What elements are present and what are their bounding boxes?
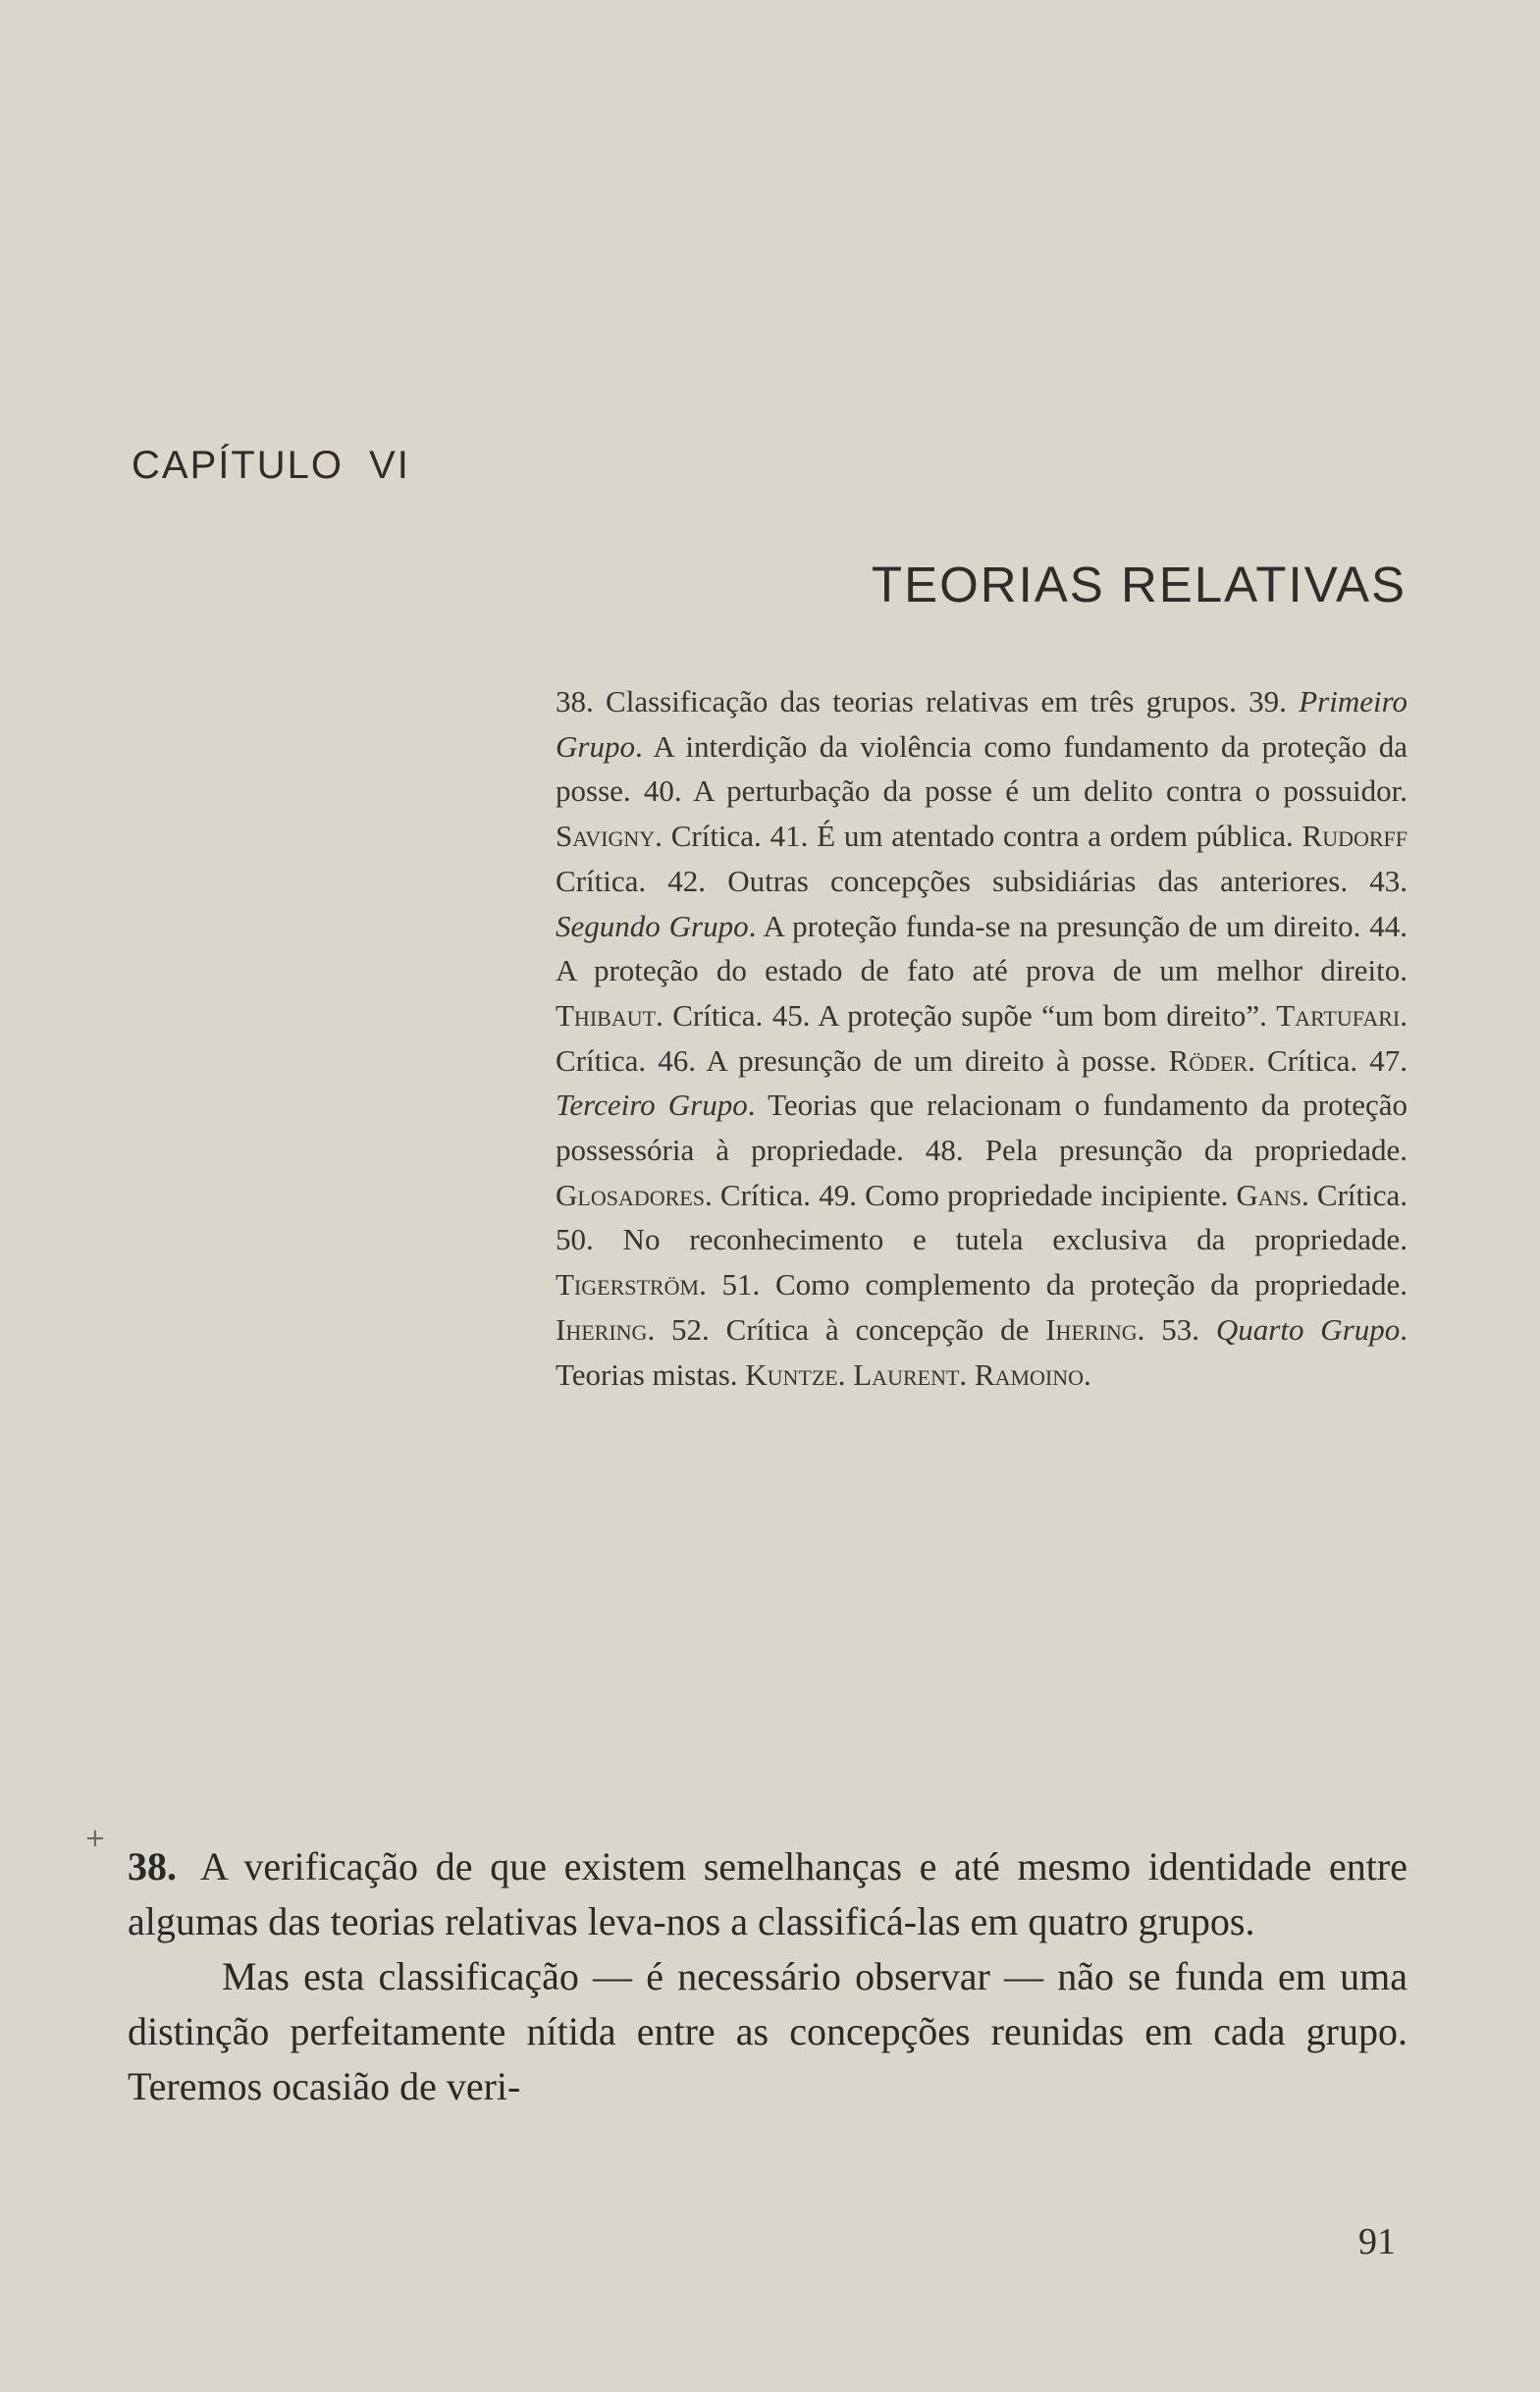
summary-text-run: . 52. Crítica à concepção de: [647, 1311, 1046, 1347]
body-text: [128, 1839, 1407, 2114]
summary-text-run: . Crítica. 47.: [1248, 1042, 1407, 1078]
chapter-label: CAPÍTULO: [132, 444, 345, 487]
summary-group-heading: Quarto Grupo: [1215, 1311, 1401, 1347]
summary-author-name: Glosadores: [556, 1177, 705, 1212]
summary-text-run: .: [1084, 1356, 1091, 1392]
summary-author-name: Gans: [1236, 1177, 1301, 1212]
summary-author-name: Thibaut: [556, 997, 657, 1033]
summary-author-name: Ramoino: [974, 1356, 1085, 1392]
summary-author-name: Röder: [1168, 1042, 1248, 1078]
summary-group-heading: Primeiro Grupo: [556, 684, 1407, 764]
summary-author-name: Tigerström: [556, 1267, 700, 1302]
chapter-heading: [132, 444, 410, 488]
summary-author-name: Kuntze: [745, 1356, 838, 1392]
summary-text-run: . Teorias mistas.: [556, 1311, 1408, 1392]
summary-author-name: Laurent: [853, 1356, 960, 1392]
paragraph-1-text: A verificação de que existem semelhanças e até mesmo identidade entre algumas das teorias relativas leva-nos a classificá-las em quatro grupos.: [128, 1844, 1407, 1943]
summary-group-heading: Segundo Grupo: [556, 908, 749, 943]
summary-author-name: Tartufari: [1276, 997, 1401, 1033]
summary-text-run: Crítica. 42. Outras concepções subsidiárias das anteriores. 43.: [556, 863, 1407, 898]
summary-text-run: 38. Classificação das teorias relativas em três grupos. 39.: [556, 684, 1300, 718]
summary-text-run: . A proteção funda-se na presunção de um direito. 44. A proteção do estado de fato até prova de um melhor direito.: [556, 908, 1407, 988]
summary-text-run: . A interdição da violência como fundamento da proteção da posse. 40. A perturbação da posse é um delito contra o possuidor.: [556, 728, 1407, 809]
margin-pencil-mark: +: [84, 1824, 106, 1853]
summary-group-heading: Terceiro Grupo: [556, 1088, 748, 1123]
chapter-number: VI: [369, 444, 410, 487]
summary-text-run: . Crítica. 50. No reconhecimento e tutela exclusiva da propriedade.: [556, 1177, 1408, 1257]
summary-author-name: Rudorff: [1301, 819, 1407, 854]
paragraph-1: [128, 1839, 1407, 1949]
summary-text-run: .: [959, 1356, 975, 1392]
chapter-title: TEORIAS RELATIVAS: [871, 557, 1407, 612]
summary-text-run: . Crítica. 46. A presunção de um direito à posse.: [556, 997, 1407, 1078]
section-number: 38.: [128, 1844, 177, 1888]
chapter-summary: [556, 679, 1407, 1397]
summary-text-run: . Crítica. 49. Como propriedade incipiente.: [704, 1177, 1237, 1212]
summary-author-name: Ihering: [1045, 1311, 1138, 1347]
summary-author-name: Ihering: [556, 1311, 648, 1347]
summary-author-name: Savigny: [556, 819, 656, 854]
paragraph-2: Mas esta classificação — é necessário observar — não se funda em uma distinção perfeitamente nítida entre as concepções reunidas em cada grupo. Teremos ocasião de veri-: [128, 1954, 1407, 2108]
summary-text-run: . 51. Como complemento da proteção da propriedade.: [699, 1267, 1407, 1302]
summary-text-run: . Teorias que relacionam o fundamento da proteção possessória à propriedade. 48. Pela presunção da propriedade.: [556, 1088, 1407, 1168]
summary-text-run: .: [837, 1356, 854, 1392]
summary-text-run: . Crítica. 41. É um atentado contra a ordem pública.: [655, 819, 1302, 854]
summary-text-run: . Crítica. 45. A proteção supõe “um bom direito”.: [656, 997, 1277, 1033]
page-number: 91: [1358, 2221, 1396, 2262]
summary-text-run: . 53.: [1137, 1311, 1216, 1347]
